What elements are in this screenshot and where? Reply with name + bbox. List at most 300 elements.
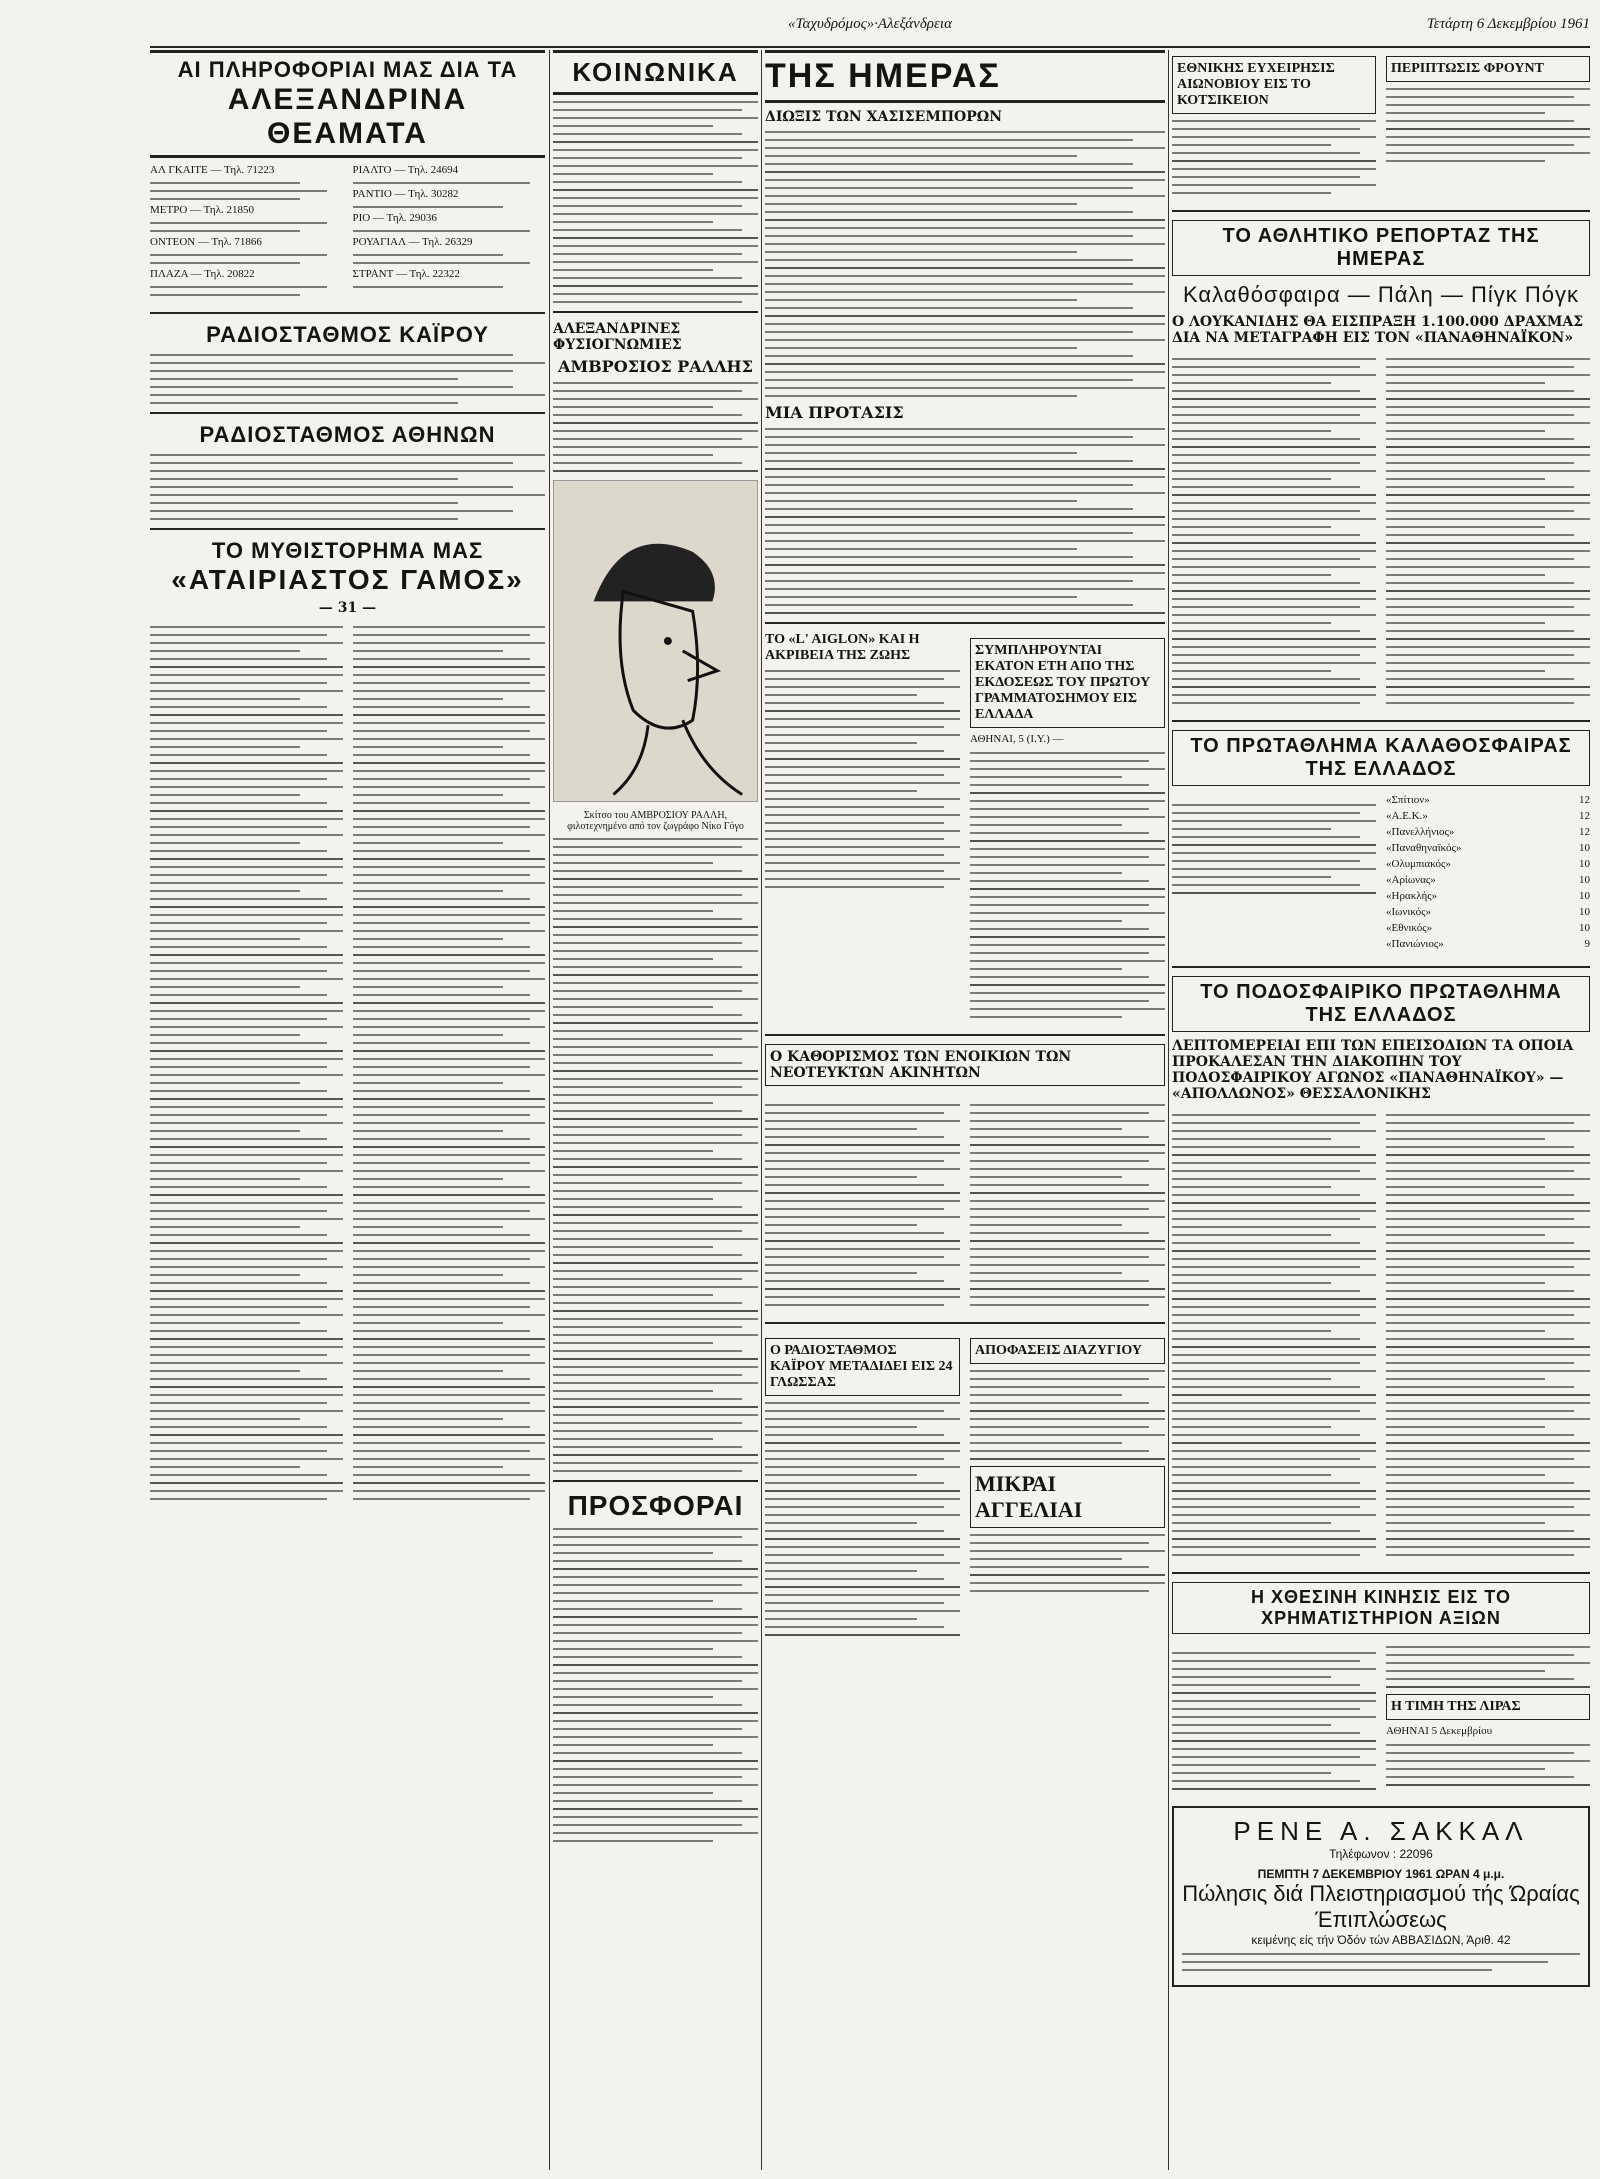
- text-line: [553, 910, 713, 912]
- text-line: [1386, 1290, 1574, 1292]
- text-line: [553, 1158, 742, 1160]
- text-line: [353, 1018, 530, 1020]
- text-line: [1172, 868, 1376, 870]
- text-line: [353, 1386, 546, 1388]
- text-line: [1386, 1506, 1574, 1508]
- text-line: [970, 928, 1149, 930]
- text-line: [553, 398, 758, 400]
- text-line: [1386, 1776, 1574, 1778]
- text-line: [150, 634, 327, 636]
- text-line: [353, 1362, 546, 1364]
- text-line: [150, 1442, 343, 1444]
- advertiser-phone: Τηλέφωνον : 22096: [1329, 1847, 1433, 1861]
- text-line: [553, 1134, 742, 1136]
- text-line: [353, 666, 546, 668]
- text-line: [150, 1370, 300, 1372]
- text-line: [353, 1066, 530, 1068]
- text-line: [353, 954, 546, 956]
- text-line: [553, 1624, 758, 1626]
- text-line: [1386, 438, 1574, 440]
- text-line: [353, 746, 503, 748]
- text-line: [553, 1398, 742, 1400]
- text-line: [353, 786, 546, 788]
- text-line: [150, 1434, 343, 1436]
- text-line: [553, 1462, 758, 1464]
- auction-address: κειμένης είς τήν Όδόν τών ΑΒΒΑΣΙΔΩΝ, Άριθ. 42: [1251, 1933, 1511, 1947]
- text-line: [1386, 160, 1545, 162]
- text-line: [1386, 1178, 1590, 1180]
- text-line: [150, 1298, 343, 1300]
- text-line: [765, 718, 960, 720]
- text-line: [970, 768, 1165, 770]
- text-line: [765, 452, 1077, 454]
- football-subheading: ΛΕΠΤΟΜΕΡΕΙΑΙ ΕΠΙ ΤΩΝ ΕΠΕΙΣΟΔΙΩΝ ΤΑ ΟΠΟΙΑ ΠΡΟΚΑΛΕΣΑΝ ΤΗΝ ΔΙΑΚΟΠΗΝ ΤΟΥ ΠΟΔΟΣΦΑΙΡΙΚΟΥ ΑΓΩΝΟΣ «ΠΑΝΑΘΗΝΑΪΚΟΥ» — «ΑΠΟΛΛΩΝΟΣ» ΘΕΣΣΑΛΟΝΙΚΗΣ: [1172, 1038, 1574, 1102]
- text-line: [553, 878, 758, 880]
- text-line: [1386, 1752, 1574, 1754]
- text-line: [553, 894, 742, 896]
- text-line: [1172, 694, 1376, 696]
- text-line: [150, 1266, 343, 1268]
- text-line: [553, 1576, 758, 1578]
- text-line: [1172, 1466, 1376, 1468]
- text-line: [765, 686, 960, 688]
- text-line: [353, 1186, 530, 1188]
- text-line: [765, 1128, 917, 1130]
- text-line: [353, 1490, 546, 1492]
- text-line: [553, 926, 758, 928]
- text-line: [1386, 470, 1590, 472]
- text-line: [970, 920, 1122, 922]
- text-line: [1386, 1784, 1590, 1786]
- text-line: [765, 347, 1077, 349]
- text-line: [150, 1346, 343, 1348]
- text-line: [970, 1192, 1165, 1194]
- text-line: [353, 1178, 503, 1180]
- text-line: [553, 1430, 758, 1432]
- text-line: [970, 1410, 1165, 1412]
- text-line: [970, 992, 1165, 994]
- text-line: [150, 866, 343, 868]
- text-line: [1172, 662, 1376, 664]
- text-line: [765, 742, 917, 744]
- text-line: [553, 1246, 713, 1248]
- team-name: «Σπίτιον»: [1386, 794, 1430, 806]
- text-line: [1386, 646, 1590, 648]
- social-heading: ΚΟΙΝΩΝΙΚΑ: [572, 57, 739, 87]
- text-line: [553, 1800, 742, 1802]
- text-line: [765, 1610, 960, 1612]
- text-line: [765, 1562, 960, 1564]
- text-line: [353, 1258, 530, 1260]
- text-line: [1172, 398, 1376, 400]
- text-line: [970, 856, 1149, 858]
- text-line: [765, 203, 1077, 205]
- text-line: [1172, 168, 1376, 170]
- standings-row: [1386, 810, 1590, 822]
- standings-row: [1386, 826, 1590, 838]
- text-line: [553, 1648, 713, 1650]
- theatres-headline: ΑΙ ΠΛΗΡΟΦΟΡΙΑΙ ΜΑΣ ΔΙΑ ΤΑ: [177, 57, 518, 82]
- text-line: [353, 946, 530, 948]
- text-line: [765, 1570, 917, 1572]
- text-line: [970, 1434, 1165, 1436]
- text-line: [1172, 1226, 1376, 1228]
- text-line: [970, 1128, 1122, 1130]
- text-line: [1172, 470, 1376, 472]
- text-line: [1172, 1724, 1331, 1726]
- text-line: [1386, 1546, 1590, 1548]
- text-line: [1172, 184, 1376, 186]
- text-line: [1172, 1122, 1360, 1124]
- text-line: [150, 1186, 327, 1188]
- text-line: [765, 516, 1165, 518]
- text-line: [765, 1192, 960, 1194]
- text-line: [150, 834, 343, 836]
- text-line: [553, 958, 713, 960]
- text-line: [970, 960, 1165, 962]
- text-line: [1386, 1490, 1590, 1492]
- text-line: [1172, 1274, 1376, 1276]
- text-line: [553, 1664, 758, 1666]
- text-line: [1386, 518, 1590, 520]
- text-line: [353, 698, 503, 700]
- text-line: [553, 974, 758, 976]
- text-line: [150, 946, 327, 948]
- text-line: [553, 165, 758, 167]
- text-line: [1386, 1250, 1590, 1252]
- text-line: [1386, 1686, 1590, 1688]
- text-line: [553, 1832, 758, 1834]
- text-line: [150, 626, 343, 628]
- text-line: [970, 1542, 1149, 1544]
- text-line: [553, 181, 742, 183]
- text-line: [553, 1560, 742, 1562]
- text-line: [765, 227, 1165, 229]
- text-line: [765, 1482, 944, 1484]
- text-line: [1386, 136, 1590, 138]
- text-line: [553, 1110, 742, 1112]
- today-heading: ΤΗΣ ΗΜΕΡΑΣ: [765, 57, 1001, 95]
- text-line: [765, 572, 1165, 574]
- text-line: [150, 778, 327, 780]
- small-ads-heading: ΜΙΚΡΑΙ ΑΓΓΕΛΙΑΙ: [970, 1466, 1165, 1528]
- text-line: [970, 784, 1149, 786]
- text-line: [150, 1026, 343, 1028]
- text-line: [553, 1150, 713, 1152]
- standings-row: [1386, 794, 1590, 806]
- text-line: [765, 774, 944, 776]
- text-line: [1172, 534, 1360, 536]
- text-line: [150, 922, 327, 924]
- text-line: [765, 588, 1165, 590]
- text-line: [353, 1242, 546, 1244]
- text-line: [553, 253, 742, 255]
- text-line: [553, 1608, 742, 1610]
- text-line: [553, 1070, 758, 1072]
- text-line: [1172, 1346, 1376, 1348]
- text-line: [553, 189, 758, 191]
- text-line: [1172, 1660, 1360, 1662]
- text-line: [765, 235, 1133, 237]
- text-line: [150, 1354, 327, 1356]
- text-line: [150, 1194, 343, 1196]
- standings-row: [1386, 938, 1590, 950]
- text-line: [553, 846, 742, 848]
- text-line: [765, 307, 1133, 309]
- text-line: [970, 1136, 1149, 1138]
- text-line: [1172, 414, 1360, 416]
- text-line: [353, 682, 530, 684]
- text-line: [1386, 1266, 1574, 1268]
- text-line: [150, 1098, 343, 1100]
- text-line: [1172, 1130, 1376, 1132]
- text-line: [553, 261, 758, 263]
- text-line: [150, 738, 343, 740]
- text-line: [553, 1552, 713, 1554]
- text-line: [1172, 1218, 1360, 1220]
- text-line: [353, 874, 530, 876]
- text-line: [150, 890, 300, 892]
- text-line: [1386, 390, 1574, 392]
- text-line: [765, 790, 917, 792]
- text-line: [553, 1600, 713, 1602]
- text-line: [765, 428, 1165, 430]
- football-heading: ΤΟ ΠΟΔΟΣΦΑΙΡΙΚΟ ΠΡΩΤΑΘΛΗΜΑ ΤΗΣ ΕΛΛΑΔΟΣ: [1200, 981, 1562, 1026]
- text-line: [765, 468, 1165, 470]
- text-line: [353, 1114, 530, 1116]
- text-line: [353, 986, 503, 988]
- text-line: [1172, 390, 1360, 392]
- lira-dateline: ΑΘΗΝΑΙ 5 Δεκεμβρίου: [1386, 1725, 1493, 1737]
- text-line: [1386, 534, 1574, 536]
- text-line: [353, 970, 530, 972]
- text-line: [1386, 422, 1590, 424]
- text-line: [553, 950, 758, 952]
- standings-row: [1386, 858, 1590, 870]
- text-line: [1172, 1498, 1376, 1500]
- text-line: [353, 1026, 546, 1028]
- column-rule: [549, 50, 550, 2170]
- text-line: [765, 1506, 944, 1508]
- text-line: [150, 906, 343, 908]
- text-line: [765, 275, 1165, 277]
- text-line: [1386, 1122, 1574, 1124]
- text-line: [970, 912, 1165, 914]
- text-line: [1172, 1114, 1376, 1116]
- text-line: [553, 1334, 758, 1336]
- text-line: [970, 808, 1149, 810]
- text-line: [1172, 1362, 1360, 1364]
- text-line: [1172, 462, 1360, 464]
- text-line: [150, 1010, 343, 1012]
- text-line: [1386, 486, 1574, 488]
- text-line: [1386, 1186, 1545, 1188]
- text-line: [553, 1390, 713, 1392]
- text-line: [553, 1262, 758, 1264]
- novel-title: «ΑΤΑΙΡΙΑΣΤΟΣ ΓΑΜΟΣ»: [171, 564, 524, 595]
- text-line: [1386, 1194, 1574, 1196]
- text-line: [150, 1082, 300, 1084]
- text-line: [150, 754, 327, 756]
- installment-number: — 31 —: [318, 600, 377, 616]
- text-line: [150, 1250, 343, 1252]
- text-line: [765, 355, 1133, 357]
- text-line: [1386, 1346, 1590, 1348]
- cinema-item: ΡΙΟ — Τηλ. 29036: [352, 212, 437, 224]
- portrait-name: ΑΜΒΡΟΣΙΟΣ ΡΑΛΛΗΣ: [558, 357, 753, 376]
- sports-subheading: Καλαθόσφαιρα — Πάλη — Πίγκ Πόγκ: [1183, 282, 1579, 307]
- text-line: [1172, 406, 1376, 408]
- text-line: [1172, 1676, 1331, 1678]
- lira-heading: Η ΤΙΜΗ ΤΗΣ ΛΙΡΑΣ: [1386, 1694, 1590, 1720]
- text-line: [765, 460, 1133, 462]
- text-line: [1172, 566, 1376, 568]
- text-line: [1172, 486, 1360, 488]
- text-line: [353, 1098, 546, 1100]
- cinema-item: ΜΕΤΡΟ — Τηλ. 21850: [150, 204, 254, 216]
- text-line: [1386, 686, 1590, 688]
- text-line: [553, 990, 742, 992]
- text-line: [1172, 1202, 1376, 1204]
- text-line: [353, 730, 530, 732]
- radio-athens-heading: ΡΑΔΙΟΣΤΑΘΜΟΣ ΑΘΗΝΩΝ: [199, 422, 496, 447]
- text-line: [970, 1418, 1165, 1420]
- text-line: [1172, 518, 1376, 520]
- text-line: [353, 1146, 546, 1148]
- text-line: [1386, 1154, 1590, 1156]
- text-line: [553, 1062, 742, 1064]
- text-line: [1172, 1298, 1376, 1300]
- text-line: [1172, 176, 1360, 178]
- text-line: [553, 1086, 742, 1088]
- text-line: [353, 898, 530, 900]
- cinema-item: ΑΛ ΓΚΑΙΤΕ — Τηλ. 71223: [150, 164, 275, 176]
- text-line: [970, 984, 1165, 986]
- text-line: [1172, 478, 1331, 480]
- text-line: [765, 1240, 960, 1242]
- text-line: [765, 1474, 917, 1476]
- text-line: [1172, 654, 1360, 656]
- text-line: [970, 976, 1149, 978]
- text-line: [1172, 1490, 1376, 1492]
- text-line: [353, 978, 546, 980]
- text-line: [353, 1170, 546, 1172]
- text-line: [1172, 1138, 1331, 1140]
- text-line: [1172, 820, 1376, 822]
- text-line: [353, 906, 546, 908]
- text-line: [1172, 598, 1376, 600]
- text-line: [553, 430, 758, 432]
- text-line: [1172, 454, 1376, 456]
- text-line: [553, 390, 742, 392]
- text-line: [970, 1280, 1149, 1282]
- text-line: [1172, 702, 1360, 704]
- text-line: [765, 500, 1077, 502]
- text-line: [970, 1458, 1165, 1460]
- text-line: [553, 133, 742, 135]
- text-line: [553, 982, 758, 984]
- text-line: [970, 1000, 1149, 1002]
- text-line: [1172, 1514, 1376, 1516]
- text-line: [553, 1206, 742, 1208]
- text-line: [150, 1058, 343, 1060]
- text-line: [765, 387, 1165, 389]
- text-line: [353, 962, 546, 964]
- text-line: [1172, 160, 1376, 162]
- text-line: [150, 1410, 343, 1412]
- text-line: [1386, 1646, 1590, 1648]
- text-line: [1386, 1654, 1574, 1656]
- text-line: [1386, 630, 1574, 632]
- text-line: [970, 824, 1122, 826]
- text-line: [353, 1058, 546, 1060]
- text-line: [970, 1304, 1149, 1306]
- text-line: [970, 1152, 1165, 1154]
- text-line: [1386, 622, 1545, 624]
- text-line: [353, 1194, 546, 1196]
- text-line: [150, 1138, 327, 1140]
- text-line: [765, 1410, 944, 1412]
- text-line: [553, 1382, 758, 1384]
- table-row: [765, 838, 944, 840]
- text-line: [1172, 574, 1331, 576]
- team-points: 12: [1579, 810, 1590, 822]
- text-line: [1172, 1506, 1360, 1508]
- text-line: [765, 371, 1165, 373]
- text-line: [970, 1240, 1165, 1242]
- text-line: [765, 1232, 944, 1234]
- team-points: 10: [1579, 922, 1590, 934]
- text-line: [765, 540, 1165, 542]
- text-line: [1172, 1474, 1331, 1476]
- table-row: [765, 822, 944, 824]
- text-line: [553, 1198, 713, 1200]
- text-line: [1386, 1242, 1574, 1244]
- portrait-heading: ΑΛΕΞΑΝΔΡΙΝΕΣ ΦΥΣΙΟΓΝΩΜΙΕΣ: [553, 321, 682, 353]
- text-line: [150, 1178, 300, 1180]
- text-line: [1172, 884, 1360, 886]
- text-line: [1386, 1538, 1590, 1540]
- text-line: [1386, 1394, 1590, 1396]
- text-line: [150, 978, 343, 980]
- text-line: [150, 1362, 343, 1364]
- text-line: [553, 1632, 742, 1634]
- text-line: [765, 1176, 917, 1178]
- text-line: [1386, 1170, 1574, 1172]
- text-line: [970, 1590, 1149, 1592]
- text-line: [1172, 678, 1360, 680]
- text-line: [553, 998, 758, 1000]
- text-line: [1172, 144, 1331, 146]
- text-line: [353, 994, 530, 996]
- text-line: [150, 1274, 300, 1276]
- text-line: [1386, 366, 1574, 368]
- text-line: [553, 886, 758, 888]
- auction-title: Πώλησις διά Πλειστηριασμού τής Ώραίας Έπιπλώσεως: [1182, 1881, 1580, 1932]
- text-line: [765, 1634, 960, 1636]
- text-line: [765, 1136, 944, 1138]
- text-line: [1172, 1450, 1376, 1452]
- text-line: [1386, 112, 1545, 114]
- text-line: [150, 1386, 343, 1388]
- text-line: [765, 1418, 960, 1420]
- text-line: [150, 1282, 327, 1284]
- text-line: [1172, 1210, 1376, 1212]
- text-line: [1386, 1298, 1590, 1300]
- text-line: [1386, 502, 1590, 504]
- text-line: [353, 1226, 503, 1228]
- text-line: [150, 842, 300, 844]
